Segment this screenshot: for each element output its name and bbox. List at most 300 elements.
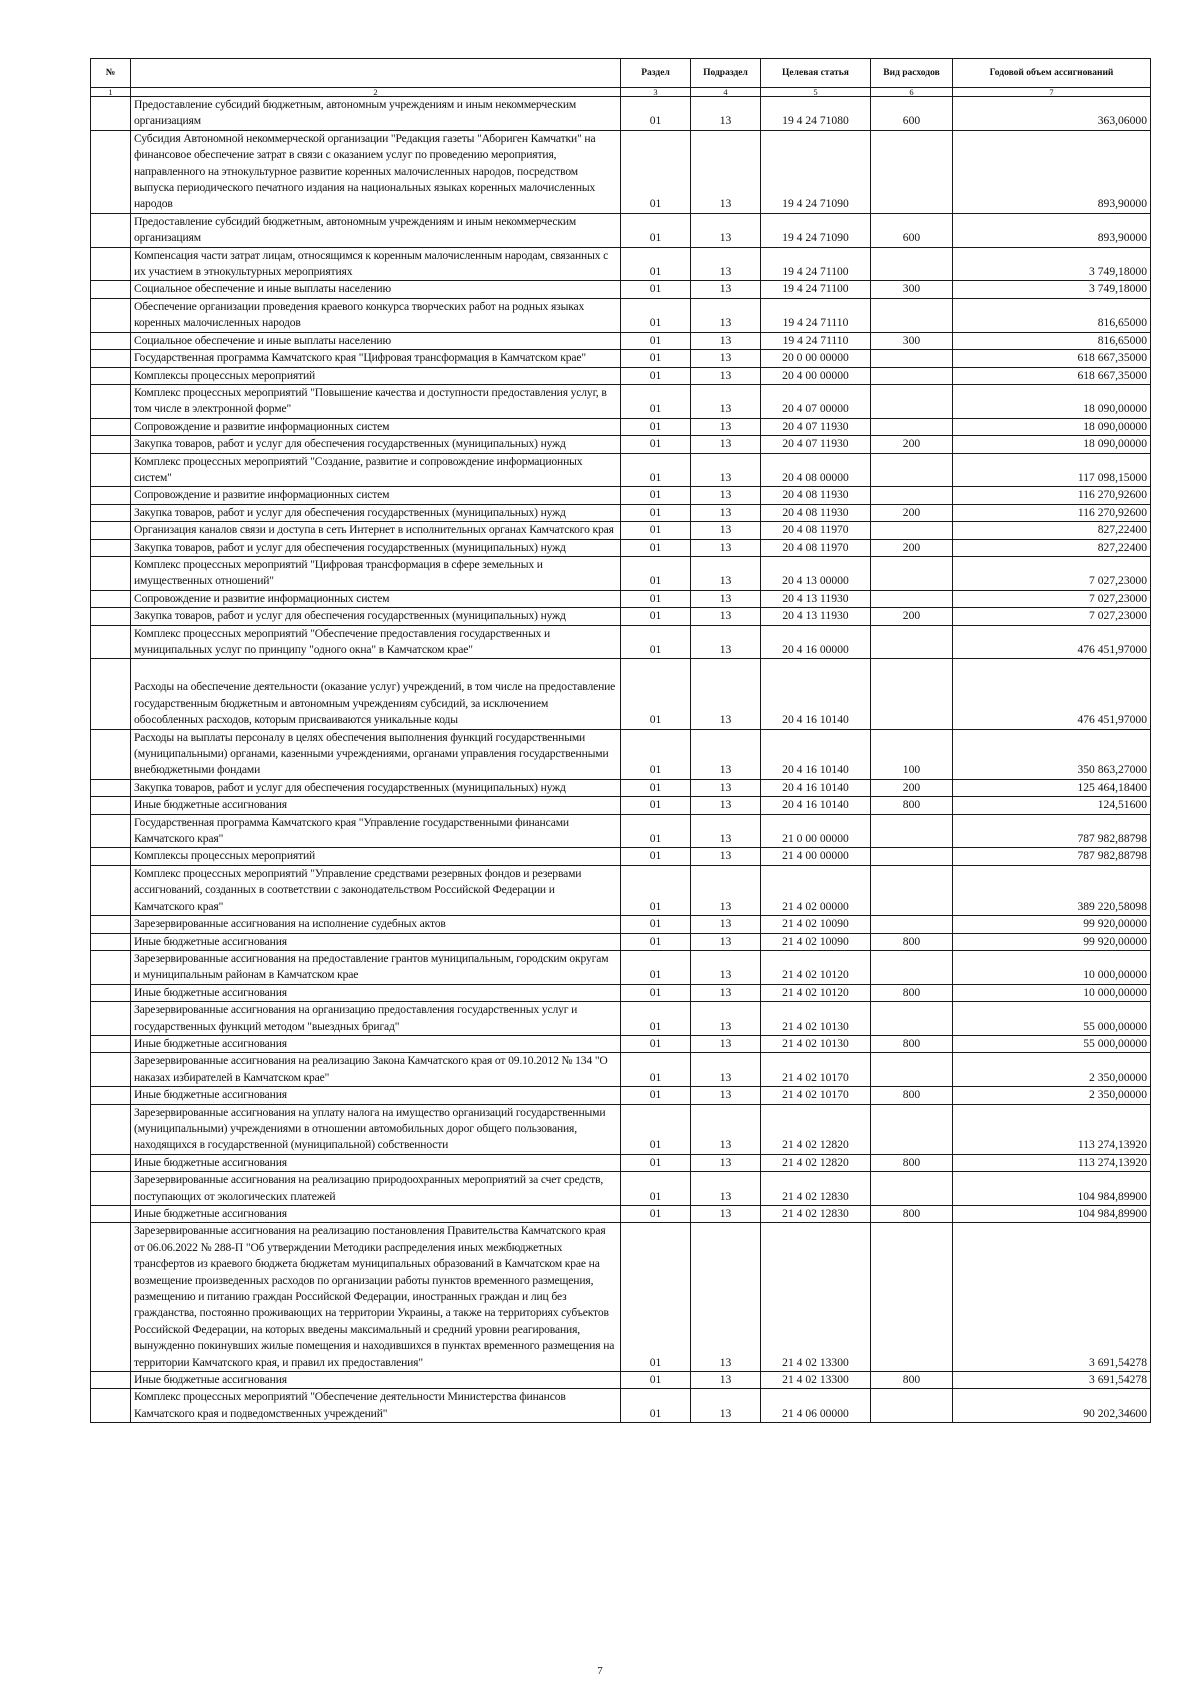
row-razdel-cell: 01 [621, 848, 691, 865]
row-razdel-cell: 01 [621, 814, 691, 848]
row-name-cell: Субсидия Автономной некоммерческой организации "Редакция газеты "Абориген Камчатки" на финансовое обеспечение затрат в связи с оказанием услуг по проведению мероприятия, направленного на этнокультурное развитие коренных малочисленных народов, посредством выпуска периодического печатного издания на национальных языках коренных малочисленных народов [131, 130, 621, 213]
row-expense-type-cell [871, 487, 953, 504]
row-name-cell: Сопровождение и развитие информационных систем [131, 487, 621, 504]
row-name-cell: Зарезервированные ассигнования на организацию предоставления государственных услуг и государственных функций методом "выездных бригад" [131, 1002, 621, 1036]
row-amount-cell: 7 027,23000 [953, 556, 1151, 590]
row-razdel-cell: 01 [621, 608, 691, 625]
row-expense-type-cell [871, 453, 953, 487]
table-row [91, 487, 1151, 504]
table-row [91, 247, 1151, 281]
row-name-cell: Комплекс процессных мероприятий "Создание, развитие и сопровождение информационных систем" [131, 453, 621, 487]
row-amount-cell: 7 027,23000 [953, 590, 1151, 607]
row-razdel-cell: 01 [621, 1389, 691, 1423]
row-amount-cell: 117 098,15000 [953, 453, 1151, 487]
row-target-article-cell: 20 4 07 11930 [761, 418, 871, 435]
row-target-article-cell: 21 4 02 10170 [761, 1053, 871, 1087]
row-expense-type-cell: 800 [871, 1372, 953, 1389]
row-number-cell [91, 130, 131, 213]
table-row [91, 556, 1151, 590]
row-number-cell [91, 1002, 131, 1036]
row-razdel-cell: 01 [621, 659, 691, 729]
row-expense-type-cell: 600 [871, 97, 953, 131]
header-podrazdel: Подраздел [691, 59, 761, 88]
row-amount-cell: 18 090,00000 [953, 384, 1151, 418]
table-row [91, 1053, 1151, 1087]
row-target-article-cell: 19 4 24 71100 [761, 281, 871, 298]
row-podrazdel-cell: 13 [691, 625, 761, 659]
row-expense-type-cell: 200 [871, 608, 953, 625]
table-row [91, 933, 1151, 950]
row-number-cell [91, 1104, 131, 1154]
row-number-cell [91, 916, 131, 933]
row-number-cell [91, 281, 131, 298]
row-razdel-cell: 01 [621, 1372, 691, 1389]
row-name-cell: Комплекс процессных мероприятий "Обеспечение предоставления государственных и муниципальных услуг по принципу "одного окна" в Камчатском крае" [131, 625, 621, 659]
column-number: 3 [621, 88, 691, 97]
row-target-article-cell: 20 4 08 11930 [761, 504, 871, 521]
column-number: 2 [131, 88, 621, 97]
row-razdel-cell: 01 [621, 1172, 691, 1206]
row-razdel-cell: 01 [621, 556, 691, 590]
row-target-article-cell: 19 4 24 71110 [761, 298, 871, 332]
table-row [91, 281, 1151, 298]
row-name-cell: Зарезервированные ассигнования на реализацию постановления Правительства Камчатского края от 06.06.2022 № 288-П "Об утверждении Методики распределения иных межбюджетных трансфертов из краевого бюджета бюджетам муниципальных образований в Камчатском крае на возмещение произведенных расходов по организации работы пунктов временного размещения, размещению и питанию граждан Российской Федерации, иностранных граждан и лиц без гражданства, постоянно проживающих на территории Украины, а также на территориях субъектов Российской Федерации, на которых введены максимальный и средний уровни реагирования, вынужденно покинувших жилые помещения и находившихся в пунктах временного размещения на территории Камчатского края, и правил их предоставления" [131, 1223, 621, 1372]
row-number-cell [91, 539, 131, 556]
row-expense-type-cell [871, 848, 953, 865]
row-number-cell [91, 1372, 131, 1389]
row-amount-cell: 3 691,54278 [953, 1223, 1151, 1372]
row-target-article-cell: 20 4 07 11930 [761, 436, 871, 453]
row-expense-type-cell [871, 1104, 953, 1154]
row-amount-cell: 363,06000 [953, 97, 1151, 131]
row-number-cell [91, 384, 131, 418]
row-amount-cell: 827,22400 [953, 522, 1151, 539]
row-razdel-cell: 01 [621, 1206, 691, 1223]
row-number-cell [91, 332, 131, 349]
row-amount-cell: 116 270,92600 [953, 504, 1151, 521]
row-number-cell [91, 350, 131, 367]
row-podrazdel-cell: 13 [691, 1372, 761, 1389]
row-name-cell: Закупка товаров, работ и услуг для обеспечения государственных (муниципальных) нужд [131, 436, 621, 453]
row-target-article-cell: 20 4 08 11970 [761, 539, 871, 556]
row-number-cell [91, 1053, 131, 1087]
row-number-cell [91, 659, 131, 729]
row-number-cell [91, 1087, 131, 1104]
row-number-cell [91, 865, 131, 915]
row-target-article-cell: 21 4 02 13300 [761, 1223, 871, 1372]
row-number-cell [91, 1389, 131, 1423]
row-podrazdel-cell: 13 [691, 814, 761, 848]
row-expense-type-cell: 300 [871, 332, 953, 349]
row-number-cell [91, 608, 131, 625]
row-amount-cell: 787 982,88798 [953, 848, 1151, 865]
row-amount-cell: 893,90000 [953, 213, 1151, 247]
table-body [91, 97, 1151, 1423]
row-razdel-cell: 01 [621, 213, 691, 247]
row-target-article-cell: 20 4 16 10140 [761, 797, 871, 814]
row-razdel-cell: 01 [621, 1053, 691, 1087]
row-podrazdel-cell: 13 [691, 1002, 761, 1036]
table-row [91, 865, 1151, 915]
row-razdel-cell: 01 [621, 625, 691, 659]
row-name-cell: Иные бюджетные ассигнования [131, 1206, 621, 1223]
row-target-article-cell: 21 4 02 12820 [761, 1104, 871, 1154]
row-amount-cell: 816,65000 [953, 298, 1151, 332]
row-expense-type-cell [871, 950, 953, 984]
row-target-article-cell: 21 0 00 00000 [761, 814, 871, 848]
row-razdel-cell: 01 [621, 487, 691, 504]
row-razdel-cell: 01 [621, 916, 691, 933]
row-amount-cell: 104 984,89900 [953, 1172, 1151, 1206]
table-row [91, 1154, 1151, 1171]
table-row [91, 1002, 1151, 1036]
row-expense-type-cell [871, 659, 953, 729]
row-expense-type-cell: 800 [871, 984, 953, 1001]
row-podrazdel-cell: 13 [691, 933, 761, 950]
table-row [91, 504, 1151, 521]
row-number-cell [91, 298, 131, 332]
row-target-article-cell: 20 4 13 11930 [761, 608, 871, 625]
row-podrazdel-cell: 13 [691, 281, 761, 298]
table-row [91, 659, 1151, 729]
row-name-cell: Комплексы процессных мероприятий [131, 367, 621, 384]
row-target-article-cell: 19 4 24 71100 [761, 247, 871, 281]
row-expense-type-cell [871, 1053, 953, 1087]
row-podrazdel-cell: 13 [691, 1172, 761, 1206]
row-target-article-cell: 21 4 02 12820 [761, 1154, 871, 1171]
row-target-article-cell: 20 4 08 11970 [761, 522, 871, 539]
row-name-cell: Иные бюджетные ассигнования [131, 797, 621, 814]
row-amount-cell: 124,51600 [953, 797, 1151, 814]
row-razdel-cell: 01 [621, 130, 691, 213]
row-number-cell [91, 418, 131, 435]
row-target-article-cell: 19 4 24 71110 [761, 332, 871, 349]
row-number-cell [91, 590, 131, 607]
row-number-cell [91, 1172, 131, 1206]
table-row [91, 1372, 1151, 1389]
row-target-article-cell: 20 4 00 00000 [761, 367, 871, 384]
row-name-cell: Закупка товаров, работ и услуг для обеспечения государственных (муниципальных) нужд [131, 539, 621, 556]
row-name-cell: Компенсация части затрат лицам, относящимся к коренным малочисленным народам, связанных с их участием в этнокультурных мероприятиях [131, 247, 621, 281]
row-podrazdel-cell: 13 [691, 729, 761, 779]
table-row [91, 1035, 1151, 1052]
row-amount-cell: 2 350,00000 [953, 1087, 1151, 1104]
row-target-article-cell: 21 4 02 10090 [761, 933, 871, 950]
row-amount-cell: 125 464,18400 [953, 779, 1151, 796]
table-row [91, 350, 1151, 367]
row-razdel-cell: 01 [621, 298, 691, 332]
row-expense-type-cell [871, 367, 953, 384]
row-expense-type-cell [871, 522, 953, 539]
row-expense-type-cell [871, 556, 953, 590]
row-razdel-cell: 01 [621, 1035, 691, 1052]
row-target-article-cell: 21 4 02 12830 [761, 1172, 871, 1206]
row-number-cell [91, 522, 131, 539]
row-amount-cell: 3 691,54278 [953, 1372, 1151, 1389]
row-name-cell: Социальное обеспечение и иные выплаты населению [131, 332, 621, 349]
row-amount-cell: 116 270,92600 [953, 487, 1151, 504]
row-number-cell [91, 247, 131, 281]
row-razdel-cell: 01 [621, 729, 691, 779]
row-amount-cell: 99 920,00000 [953, 916, 1151, 933]
table-row [91, 1104, 1151, 1154]
row-number-cell [91, 984, 131, 1001]
row-expense-type-cell: 100 [871, 729, 953, 779]
row-expense-type-cell [871, 916, 953, 933]
row-amount-cell: 18 090,00000 [953, 418, 1151, 435]
row-podrazdel-cell: 13 [691, 350, 761, 367]
row-name-cell: Закупка товаров, работ и услуг для обеспечения государственных (муниципальных) нужд [131, 504, 621, 521]
row-expense-type-cell [871, 130, 953, 213]
row-expense-type-cell [871, 1172, 953, 1206]
row-target-article-cell: 21 4 02 10130 [761, 1002, 871, 1036]
row-name-cell: Расходы на обеспечение деятельности (оказание услуг) учреждений, в том числе на предоставление государственным бюджетным и автономным учреждениям субсидий, за исключением обособленных расходов, которым присваиваются уникальные коды [131, 659, 621, 729]
row-amount-cell: 10 000,00000 [953, 950, 1151, 984]
row-razdel-cell: 01 [621, 950, 691, 984]
row-expense-type-cell: 200 [871, 504, 953, 521]
row-razdel-cell: 01 [621, 1104, 691, 1154]
row-number-cell [91, 453, 131, 487]
row-razdel-cell: 01 [621, 590, 691, 607]
table-row [91, 298, 1151, 332]
row-name-cell: Комплексы процессных мероприятий [131, 848, 621, 865]
row-target-article-cell: 19 4 24 71090 [761, 130, 871, 213]
row-podrazdel-cell: 13 [691, 950, 761, 984]
row-amount-cell: 476 451,97000 [953, 659, 1151, 729]
row-podrazdel-cell: 13 [691, 865, 761, 915]
table-row [91, 436, 1151, 453]
row-number-cell [91, 779, 131, 796]
row-number-cell [91, 729, 131, 779]
row-amount-cell: 3 749,18000 [953, 281, 1151, 298]
row-podrazdel-cell: 13 [691, 1206, 761, 1223]
row-amount-cell: 2 350,00000 [953, 1053, 1151, 1087]
row-razdel-cell: 01 [621, 797, 691, 814]
table-row [91, 729, 1151, 779]
table-row [91, 130, 1151, 213]
table-row [91, 1172, 1151, 1206]
row-podrazdel-cell: 13 [691, 97, 761, 131]
row-razdel-cell: 01 [621, 1087, 691, 1104]
row-name-cell: Иные бюджетные ассигнования [131, 1035, 621, 1052]
row-podrazdel-cell: 13 [691, 436, 761, 453]
table-row [91, 539, 1151, 556]
row-number-cell [91, 1035, 131, 1052]
row-razdel-cell: 01 [621, 367, 691, 384]
row-podrazdel-cell: 13 [691, 1154, 761, 1171]
table-row [91, 950, 1151, 984]
table-row [91, 779, 1151, 796]
row-podrazdel-cell: 13 [691, 384, 761, 418]
row-podrazdel-cell: 13 [691, 984, 761, 1001]
table-header-row [91, 59, 1151, 88]
row-amount-cell: 3 749,18000 [953, 247, 1151, 281]
row-expense-type-cell [871, 247, 953, 281]
row-number-cell [91, 814, 131, 848]
row-expense-type-cell [871, 814, 953, 848]
row-podrazdel-cell: 13 [691, 298, 761, 332]
row-expense-type-cell: 300 [871, 281, 953, 298]
row-number-cell [91, 1154, 131, 1171]
row-name-cell: Комплекс процессных мероприятий "Цифровая трансформация в сфере земельных и имущественных отношений" [131, 556, 621, 590]
row-name-cell: Комплекс процессных мероприятий "Управление средствами резервных фондов и резервами ассигнований, созданных в соответствии с законодательством Российской Федерации и Камчатского края" [131, 865, 621, 915]
row-podrazdel-cell: 13 [691, 1104, 761, 1154]
row-podrazdel-cell: 13 [691, 1087, 761, 1104]
row-target-article-cell: 21 4 02 10120 [761, 950, 871, 984]
row-expense-type-cell [871, 298, 953, 332]
row-expense-type-cell [871, 590, 953, 607]
row-name-cell: Иные бюджетные ассигнования [131, 984, 621, 1001]
row-expense-type-cell: 800 [871, 1087, 953, 1104]
row-amount-cell: 55 000,00000 [953, 1002, 1151, 1036]
row-razdel-cell: 01 [621, 504, 691, 521]
row-amount-cell: 104 984,89900 [953, 1206, 1151, 1223]
row-target-article-cell: 20 4 16 10140 [761, 779, 871, 796]
column-number: 4 [691, 88, 761, 97]
row-name-cell: Расходы на выплаты персоналу в целях обеспечения выполнения функций государственными (муниципальными) органами, казенными учреждениями, органами управления государственными внебюджетными фондами [131, 729, 621, 779]
column-number: 5 [761, 88, 871, 97]
row-name-cell: Обеспечение организации проведения краевого конкурса творческих работ на родных языках коренных малочисленных народов [131, 298, 621, 332]
table-row [91, 916, 1151, 933]
row-podrazdel-cell: 13 [691, 418, 761, 435]
table-row [91, 1206, 1151, 1223]
row-target-article-cell: 20 4 13 11930 [761, 590, 871, 607]
row-podrazdel-cell: 13 [691, 608, 761, 625]
row-podrazdel-cell: 13 [691, 556, 761, 590]
table-row [91, 797, 1151, 814]
row-number-cell [91, 950, 131, 984]
row-number-cell [91, 797, 131, 814]
row-target-article-cell: 20 4 16 00000 [761, 625, 871, 659]
row-podrazdel-cell: 13 [691, 367, 761, 384]
row-expense-type-cell [871, 1002, 953, 1036]
row-target-article-cell: 20 0 00 00000 [761, 350, 871, 367]
row-target-article-cell: 20 4 16 10140 [761, 659, 871, 729]
row-target-article-cell: 21 4 02 10090 [761, 916, 871, 933]
row-podrazdel-cell: 13 [691, 779, 761, 796]
row-expense-type-cell: 800 [871, 1206, 953, 1223]
row-razdel-cell: 01 [621, 539, 691, 556]
row-razdel-cell: 01 [621, 522, 691, 539]
row-razdel-cell: 01 [621, 436, 691, 453]
row-expense-type-cell [871, 384, 953, 418]
row-razdel-cell: 01 [621, 384, 691, 418]
row-razdel-cell: 01 [621, 418, 691, 435]
row-name-cell: Сопровождение и развитие информационных систем [131, 418, 621, 435]
row-target-article-cell: 21 4 02 00000 [761, 865, 871, 915]
row-podrazdel-cell: 13 [691, 213, 761, 247]
row-name-cell: Сопровождение и развитие информационных систем [131, 590, 621, 607]
row-target-article-cell: 21 4 02 12830 [761, 1206, 871, 1223]
row-amount-cell: 10 000,00000 [953, 984, 1151, 1001]
row-expense-type-cell [871, 418, 953, 435]
row-expense-type-cell [871, 1389, 953, 1423]
row-target-article-cell: 20 4 08 00000 [761, 453, 871, 487]
row-number-cell [91, 933, 131, 950]
row-razdel-cell: 01 [621, 332, 691, 349]
row-target-article-cell: 20 4 07 00000 [761, 384, 871, 418]
row-amount-cell: 18 090,00000 [953, 436, 1151, 453]
row-number-cell [91, 97, 131, 131]
row-podrazdel-cell: 13 [691, 504, 761, 521]
row-podrazdel-cell: 13 [691, 247, 761, 281]
row-expense-type-cell: 800 [871, 797, 953, 814]
row-target-article-cell: 20 4 16 10140 [761, 729, 871, 779]
row-expense-type-cell: 200 [871, 539, 953, 556]
row-name-cell: Предоставление субсидий бюджетным, автономным учреждениям и иным некоммерческим организациям [131, 213, 621, 247]
row-razdel-cell: 01 [621, 865, 691, 915]
row-number-cell [91, 213, 131, 247]
row-expense-type-cell [871, 1223, 953, 1372]
header-razdel: Раздел [621, 59, 691, 88]
row-name-cell: Закупка товаров, работ и услуг для обеспечения государственных (муниципальных) нужд [131, 608, 621, 625]
table-row [91, 453, 1151, 487]
row-amount-cell: 7 027,23000 [953, 608, 1151, 625]
row-number-cell [91, 556, 131, 590]
row-podrazdel-cell: 13 [691, 522, 761, 539]
row-amount-cell: 99 920,00000 [953, 933, 1151, 950]
row-name-cell: Зарезервированные ассигнования на исполнение судебных актов [131, 916, 621, 933]
row-target-article-cell: 21 4 06 00000 [761, 1389, 871, 1423]
row-name-cell: Комплекс процессных мероприятий "Обеспечение деятельности Министерства финансов Камчатского края и подведомственных учреждений" [131, 1389, 621, 1423]
column-number: 1 [91, 88, 131, 97]
row-expense-type-cell: 800 [871, 1035, 953, 1052]
row-number-cell [91, 1206, 131, 1223]
table-row [91, 625, 1151, 659]
row-target-article-cell: 19 4 24 71090 [761, 213, 871, 247]
header-target-article: Целевая статья [761, 59, 871, 88]
row-target-article-cell: 20 4 08 11930 [761, 487, 871, 504]
table-row [91, 418, 1151, 435]
row-amount-cell: 618 667,35000 [953, 367, 1151, 384]
table-row [91, 384, 1151, 418]
table-row [91, 97, 1151, 131]
row-podrazdel-cell: 13 [691, 590, 761, 607]
row-expense-type-cell: 800 [871, 933, 953, 950]
header-expense-type: Вид расходов [871, 59, 953, 88]
row-name-cell: Социальное обеспечение и иные выплаты населению [131, 281, 621, 298]
row-number-cell [91, 367, 131, 384]
row-razdel-cell: 01 [621, 933, 691, 950]
column-number: 6 [871, 88, 953, 97]
row-expense-type-cell [871, 865, 953, 915]
table-row [91, 213, 1151, 247]
row-name-cell: Иные бюджетные ассигнования [131, 933, 621, 950]
row-amount-cell: 787 982,88798 [953, 814, 1151, 848]
row-amount-cell: 827,22400 [953, 539, 1151, 556]
table-row [91, 1389, 1151, 1423]
row-razdel-cell: 01 [621, 97, 691, 131]
row-podrazdel-cell: 13 [691, 130, 761, 213]
row-razdel-cell: 01 [621, 1002, 691, 1036]
budget-sheet [90, 58, 1150, 1423]
row-number-cell [91, 504, 131, 521]
row-podrazdel-cell: 13 [691, 332, 761, 349]
row-target-article-cell: 19 4 24 71080 [761, 97, 871, 131]
row-razdel-cell: 01 [621, 984, 691, 1001]
row-podrazdel-cell: 13 [691, 453, 761, 487]
row-name-cell: Иные бюджетные ассигнования [131, 1154, 621, 1171]
column-number-row [91, 88, 1151, 97]
row-razdel-cell: 01 [621, 281, 691, 298]
row-target-article-cell: 21 4 02 10170 [761, 1087, 871, 1104]
row-expense-type-cell: 600 [871, 213, 953, 247]
row-name-cell: Закупка товаров, работ и услуг для обеспечения государственных (муниципальных) нужд [131, 779, 621, 796]
table-row [91, 367, 1151, 384]
row-amount-cell: 350 863,27000 [953, 729, 1151, 779]
row-podrazdel-cell: 13 [691, 916, 761, 933]
row-amount-cell: 816,65000 [953, 332, 1151, 349]
